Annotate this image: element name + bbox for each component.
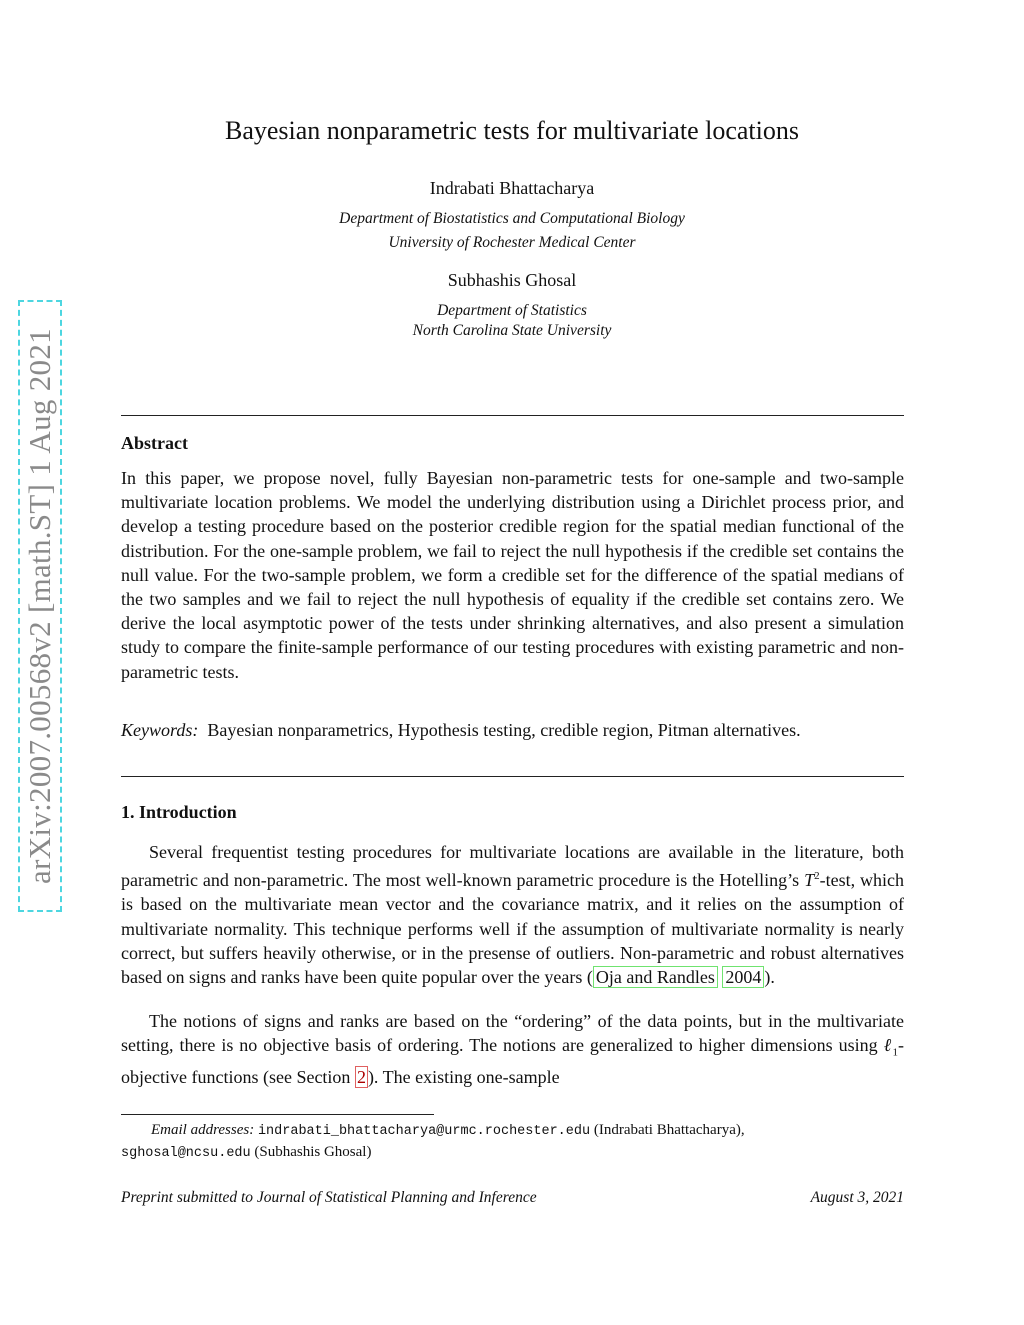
email-1[interactable]: indrabati_bhattacharya@urmc.rochester.edu <box>257 1124 591 1139</box>
intro-p1-text-a: Several frequentist testing procedures for multivariate locations are available in the literature, both parametric and non-parametric. The most well-known parametric procedure is the Hotelling’s <box>121 842 904 891</box>
paper-title: Bayesian nonparametric tests for multivariate locations <box>225 116 799 145</box>
introduction-heading: 1. Introduction <box>121 802 237 822</box>
abstract-bottom-rule <box>121 776 904 777</box>
math-superscript: 2 <box>814 870 820 883</box>
introduction-paragraph-1 <box>121 840 904 989</box>
footnote <box>121 1120 904 1164</box>
arxiv-id[interactable]: arXiv:2007.00568v2 [math.ST] 1 Aug 2021 <box>22 328 57 884</box>
abstract-text: In this paper, we propose novel, fully Bayesian non-parametric tests for one-sample and two-sample multivariate location problems. We model the underlying distribution using a Dirichlet process prior, and develop a testing procedure based on the posterior credible region for the spatial median functional of the distribution. For the one-sample problem, we fail to reject the null hypothesis if the credible set contains the null value. For the two-sample problem, we form a credible set for the difference of the spatial medians of the two samples and we fail to reject the null hypothesis of equality if the credible set contains zero. We derive the local asymptotic power of the tests under shrinking alternatives, and also present a simulation study to compare the finite-sample performance of our testing procedures with existing parametric and non-parametric tests. <box>121 468 904 682</box>
intro-p1-text-b: -test, which is based on the multivariate mean vector and the covariance matrix, and it relies on the assumption of multivariate normality. This technique performs well if the assumption of multivariate normality is nearly correct, but suffers heavily otherwise, or in the presense of outliers. Non-parametric and robust alternatives based on signs and ranks have been quite popular over the years ( <box>121 870 904 988</box>
math-ell: ℓ <box>883 1035 893 1056</box>
preprint-note: Preprint submitted to Journal of Statistical Planning and Inference <box>121 1189 537 1206</box>
intro-p2-text-a: The notions of signs and ranks are based on the “ordering” of the data points, but in the multivariate setting, there is no objective basis of ordering. The notions are generalized to higher dimensions using <box>121 1011 904 1056</box>
preprint-date: August 3, 2021 <box>810 1189 904 1206</box>
abstract-heading: Abstract <box>121 433 188 453</box>
math-subscript: 1 <box>892 1046 899 1059</box>
author-name-2: Subhashis Ghosal <box>447 270 577 290</box>
email-1-owner: (Indrabati Bhattacharya), <box>593 1122 745 1138</box>
section-ref-link[interactable]: 2 <box>356 1067 366 1087</box>
email-2-owner: (Subhashis Ghosal) <box>254 1144 372 1160</box>
keywords-label: Keywords: <box>121 720 199 740</box>
intro-p1-text-c: ). <box>764 967 775 988</box>
abstract-top-rule <box>121 415 904 416</box>
keywords <box>121 718 904 742</box>
citation-link-year[interactable]: 2004 <box>722 966 764 988</box>
email-2[interactable]: sghosal@ncsu.edu <box>121 1146 251 1161</box>
intro-p2-text-c: ). The existing one-sample <box>367 1067 560 1087</box>
author-name-1: Indrabati Bhattacharya <box>429 178 595 198</box>
author-affiliation-1b: University of Rochester Medical Center <box>388 234 636 251</box>
intro-p2-text-b: -objective functions (see Section <box>121 1035 905 1087</box>
author-affiliation-2b: North Carolina State University <box>412 322 612 339</box>
citation-link-authors[interactable]: Oja and Randles <box>593 966 718 988</box>
introduction-paragraph-2 <box>121 1009 904 1089</box>
footnote-label: Email addresses: <box>151 1122 255 1138</box>
arxiv-stamp[interactable] <box>18 300 62 912</box>
author-affiliation-2a: Department of Statistics <box>437 302 587 319</box>
author-affiliation-1a: Department of Biostatistics and Computational Biology <box>339 210 685 227</box>
math-T: T <box>804 870 815 891</box>
keywords-text: Bayesian nonparametrics, Hypothesis testing, credible region, Pitman alternatives. <box>207 720 801 740</box>
footnote-rule <box>121 1114 434 1115</box>
